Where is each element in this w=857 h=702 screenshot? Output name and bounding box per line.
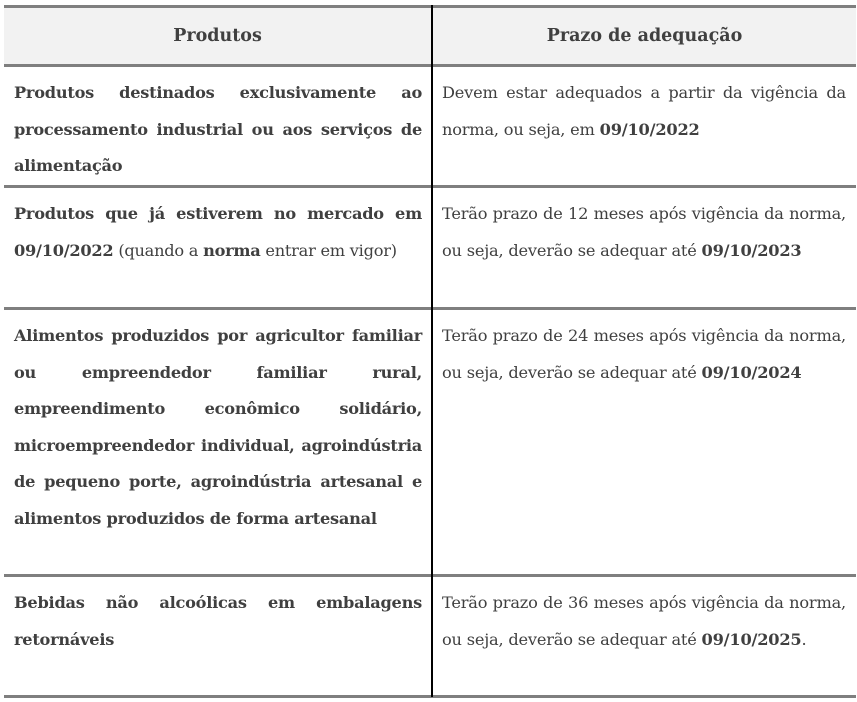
row-4-prazo xyxy=(442,585,846,658)
produtos-text: norma xyxy=(203,240,261,260)
produtos-text: (quando a xyxy=(113,240,204,260)
row-4-produtos: Bebidas não alcoólicas em embalagens retornáveis xyxy=(14,593,422,649)
prazo-date: 09/10/2023 xyxy=(701,240,802,260)
prazo-text: Devem estar adequados a partir da vigência da norma, ou seja, em xyxy=(442,83,846,139)
row-rule xyxy=(4,307,856,310)
prazo-text: Terão prazo de 12 meses após vigência da norma, ou seja, deverão se adequar até xyxy=(442,204,846,260)
row-2-prazo xyxy=(442,196,846,269)
prazo-text: Terão prazo de 36 meses após vigência da norma, ou seja, deverão se adequar até xyxy=(442,593,846,649)
prazo-suffix: . xyxy=(801,629,807,649)
row-3-prazo xyxy=(442,318,846,391)
produtos-date: 09/10/2022 xyxy=(14,240,114,260)
column-divider xyxy=(431,5,433,697)
row-1-produtos: Produtos destinados exclusivamente ao processamento industrial ou aos serviços de alimentação xyxy=(14,83,422,175)
table-bottom-rule xyxy=(4,695,856,698)
row-3-produtos: Alimentos produzidos por agricultor familiar ou empreendedor familiar rural, empreendimento econômico solidário, microempreendedor individual, agroindústria de pequeno porte, agroindústria artesanal e alimentos produzidos de forma artesanal xyxy=(14,326,422,528)
prazo-text: Terão prazo de 24 meses após vigência da norma, ou seja, deverão se adequar até xyxy=(442,326,846,382)
row-rule xyxy=(4,574,856,577)
row-rule xyxy=(4,185,856,188)
row-1-prazo xyxy=(442,75,846,148)
header-produtos: Produtos xyxy=(173,26,262,46)
prazo-date: 09/10/2024 xyxy=(701,362,802,382)
produtos-text: entrar em vigor) xyxy=(260,240,397,260)
header-prazo: Prazo de adequação xyxy=(546,26,743,46)
prazo-date: 09/10/2022 xyxy=(599,119,700,139)
prazo-date: 09/10/2025 xyxy=(701,629,802,649)
row-2-produtos xyxy=(14,196,422,269)
produtos-text: Produtos que já estiverem no mercado em xyxy=(14,204,422,223)
